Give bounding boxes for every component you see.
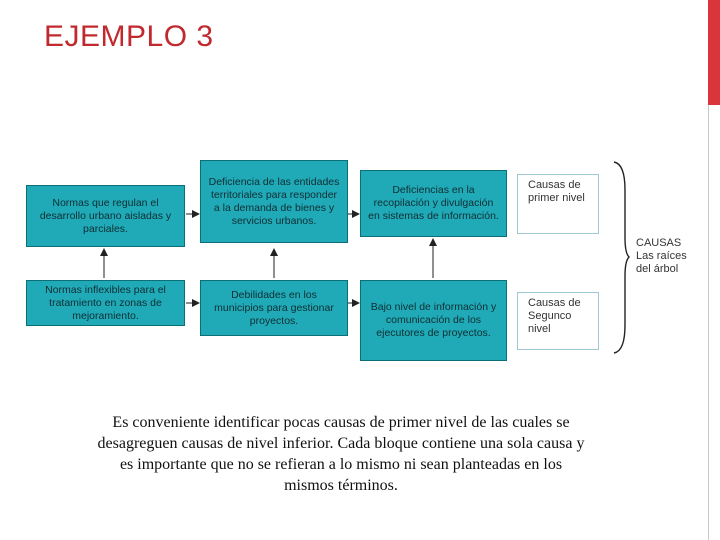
key-first-level: Causas de primer nivel [517, 174, 599, 234]
cause-box-r2-c3: Bajo nivel de información y comunicación de los ejecutores de proyectos. [360, 280, 507, 361]
cause-box-r2-c2: Debilidades en los municipios para gestionar proyectos. [200, 280, 348, 336]
cause-box-r1-c3: Deficiencias en la recopilación y divulgación en sistemas de información. [360, 170, 507, 237]
causas-label-line-2: Las raíces [636, 250, 687, 262]
cause-box-r2-c1: Normas inflexibles para el tratamiento en zonas de mejoramiento. [26, 280, 185, 326]
brace-icon [612, 160, 632, 355]
key-second-level: Causas de Segunco nivel [517, 292, 599, 350]
causas-label [636, 237, 687, 276]
explanation-note: Es conveniente identificar pocas causas de primer nivel de las cuales se desagreguen causas de nivel inferior. Cada bloque contiene una sola causa y es importante que no se refieran a lo mismo ni sean planteadas en los mismos términos. [97, 414, 585, 494]
slide-title: EJEMPLO 3 [44, 20, 214, 53]
cause-box-r1-c1: Normas que regulan el desarrollo urbano aisladas y parciales. [26, 185, 185, 247]
causas-label-line-3: del árbol [636, 263, 679, 275]
causas-label-line-1: CAUSAS [636, 237, 682, 249]
cause-box-r1-c2: Deficiencia de las entidades territoriales para responder a la demanda de bienes y servicios urbanos. [200, 160, 348, 243]
